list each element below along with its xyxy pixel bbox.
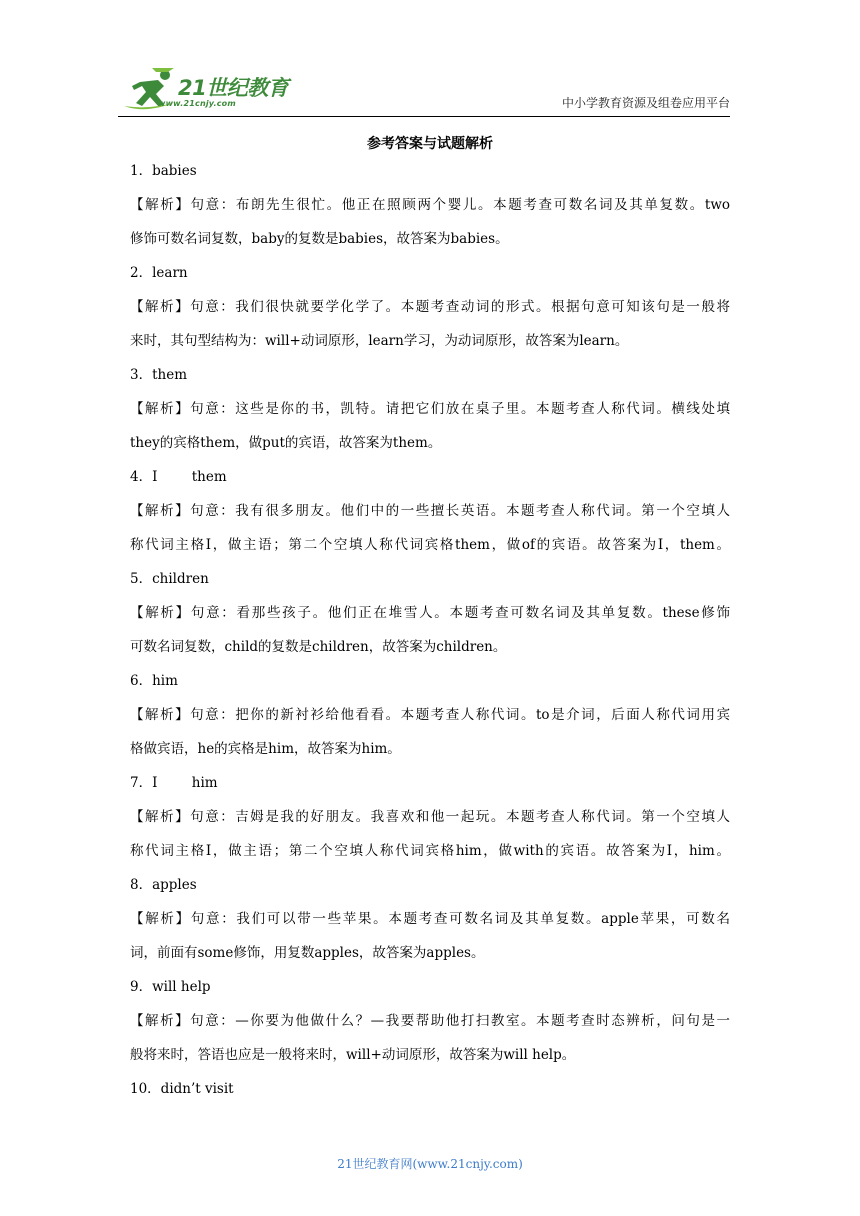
explanation-line: 格做宾语，he的宾格是him，故答案为him。 bbox=[130, 741, 401, 757]
explanation-line: 可数名词复数，child的复数是children，故答案为children。 bbox=[130, 639, 507, 655]
explanation-line: 【解析】句意：看那些孩子。他们正在堆雪人。本题考查可数名词及其单复数。these修饰 bbox=[130, 605, 730, 621]
platform-name: 中小学教育资源及组卷应用平台 bbox=[561, 96, 730, 110]
explanation-line: 称代词主格I，做主语；第二个空填人称代词宾格them，做of的宾语。故答案为I，them。 bbox=[130, 537, 730, 553]
answer-line: 7．I him bbox=[130, 775, 218, 791]
page-header bbox=[118, 60, 730, 118]
explanation-line: 【解析】句意：吉姆是我的好朋友。我喜欢和他一起玩。本题考查人称代词。第一个空填人 bbox=[130, 809, 730, 825]
answer-line: 8．apples bbox=[130, 877, 197, 893]
explanation-line: 【解析】句意：布朗先生很忙。他正在照顾两个婴儿。本题考查可数名词及其单复数。two bbox=[130, 197, 730, 213]
answer-line: 1．babies bbox=[130, 163, 197, 179]
logo-url: www.21cnjy.com bbox=[158, 99, 236, 108]
answer-line: 6．him bbox=[130, 673, 178, 689]
answer-line: 4．I them bbox=[130, 469, 227, 485]
explanation-line: 【解析】句意：—你要为他做什么？—我要帮助他打扫教室。本题考查时态辨析，问句是一 bbox=[130, 1013, 730, 1029]
explanation-line: 【解析】句意：这些是你的书，凯特。请把它们放在桌子里。本题考查人称代词。横线处填 bbox=[130, 401, 730, 417]
answer-line: 3．them bbox=[130, 367, 187, 383]
explanation-line: 修饰可数名词复数，baby的复数是babies，故答案为babies。 bbox=[130, 231, 509, 247]
explanation-line: 【解析】句意：我有很多朋友。他们中的一些擅长英语。本题考查人称代词。第一个空填人 bbox=[130, 503, 730, 519]
answer-line: 9．will help bbox=[130, 979, 211, 995]
answer-line: 2．learn bbox=[130, 265, 188, 281]
logo-text: 21世纪教育 bbox=[178, 76, 289, 100]
logo bbox=[122, 68, 292, 114]
explanation-line: 【解析】句意：我们可以带一些苹果。本题考查可数名词及其单复数。apple苹果，可数名 bbox=[130, 911, 730, 927]
explanation-line: they的宾格them，做put的宾语，故答案为them。 bbox=[130, 435, 442, 451]
answer-list bbox=[130, 159, 730, 1111]
page-title: 参考答案与试题解析 bbox=[367, 136, 493, 152]
page-footer[interactable]: 21世纪教育网(www.21cnjy.com) bbox=[337, 1157, 523, 1171]
header-divider bbox=[118, 116, 730, 117]
answer-line: 10．didn’t visit bbox=[130, 1081, 234, 1097]
explanation-line: 【解析】句意：把你的新衬衫给他看看。本题考查人称代词。to是介词，后面人称代词用宾 bbox=[130, 707, 730, 723]
answer-line: 5．children bbox=[130, 571, 209, 587]
explanation-line: 【解析】句意：我们很快就要学化学了。本题考查动词的形式。根据句意可知该句是一般将 bbox=[130, 299, 730, 315]
explanation-line: 称代词主格I，做主语；第二个空填人称代词宾格him，做with的宾语。故答案为I，him。 bbox=[130, 843, 730, 859]
explanation-line: 词，前面有some修饰，用复数apples，故答案为apples。 bbox=[130, 945, 485, 961]
explanation-line: 来时，其句型结构为：will+动词原形，learn学习，为动词原形，故答案为learn。 bbox=[130, 333, 629, 349]
explanation-line: 般将来时，答语也应是一般将来时，will+动词原形，故答案为will help。 bbox=[130, 1047, 576, 1063]
